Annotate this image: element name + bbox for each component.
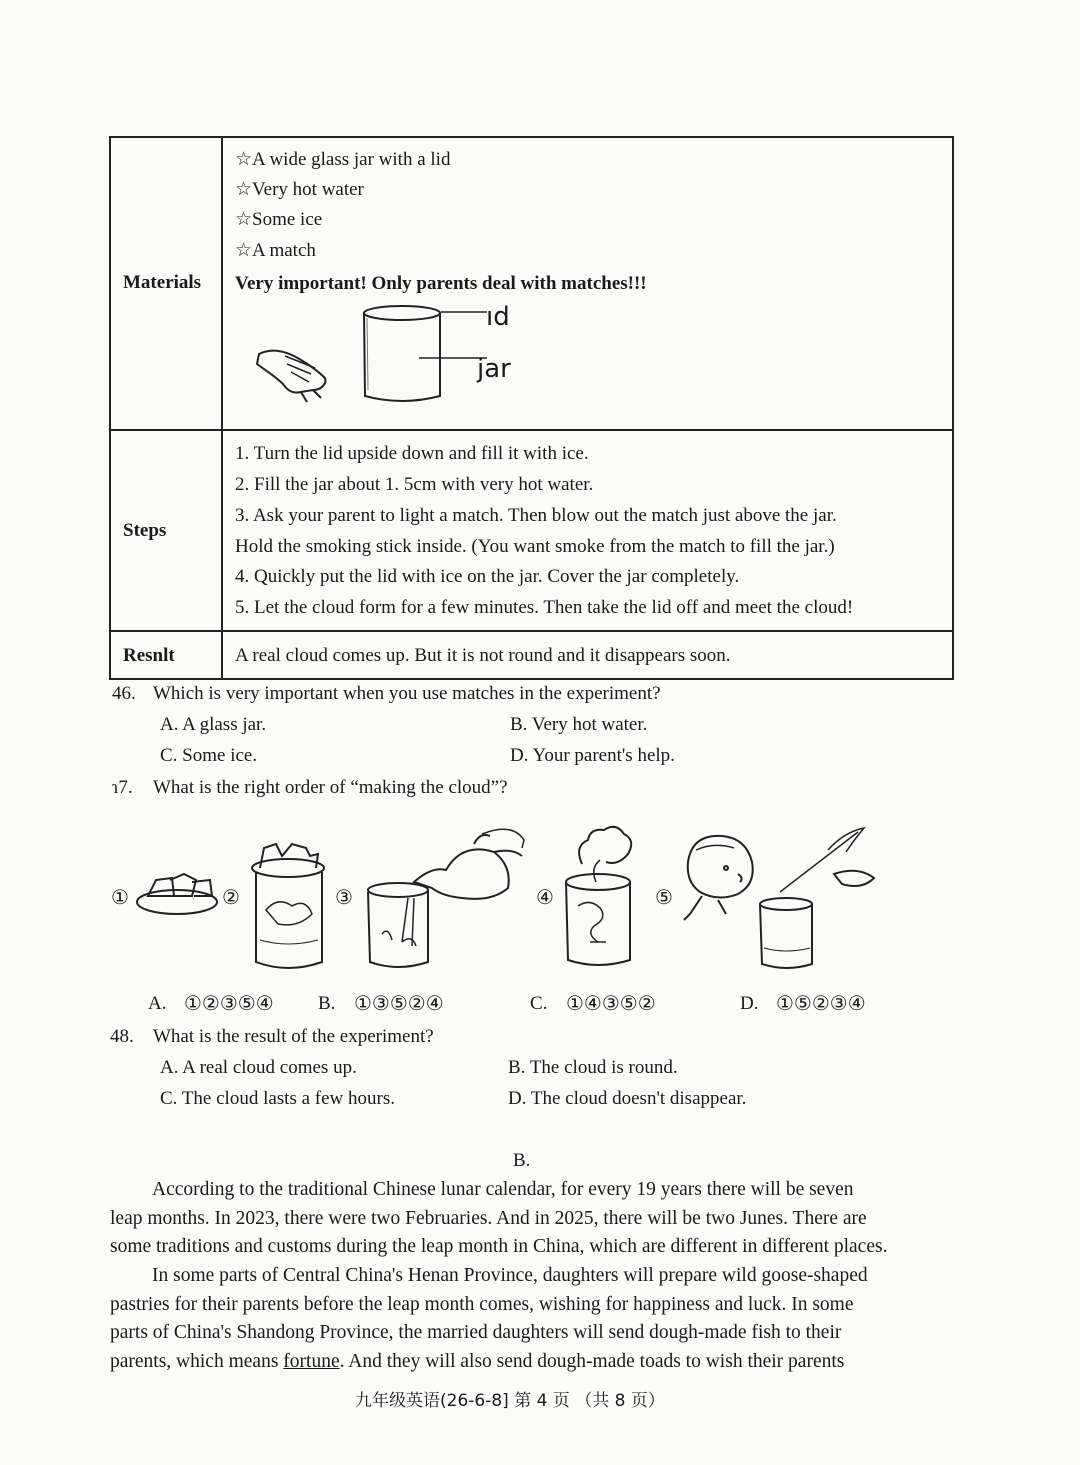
warning-text: Very important! Only parents deal with matches!!! [235,273,647,294]
paragraph-line: pastries for their parents before the leap month comes, wishing for happiness and luck. In some [110,1293,854,1315]
q47-option-a-sequence[interactable]: ①②③⑤④ [184,991,274,1015]
pouring-hot-water-picture [362,822,530,972]
section-b-heading: B. [513,1150,531,1171]
paragraph-line: some traditions and customs during the leap month in China, which are different in different places. [110,1236,888,1258]
steps-label-cell [110,430,222,631]
paragraph-line [110,1348,942,1377]
lid-label: ıd [486,302,510,332]
material-item: ☆A wide glass jar with a lid [235,149,451,170]
materials-label: Materials [123,272,202,293]
q47-option-b-letter[interactable]: B. [318,993,336,1014]
hand-shape [257,351,325,393]
step-line: 5. Let the cloud form for a few minutes. Then take the lid off and meet the cloud! [235,597,854,618]
plate-of-ice-picture [134,862,220,922]
q47-option-c-letter[interactable]: C. [530,993,548,1014]
text-fragment: . And they will also send dough-made toads to wish their parents [339,1351,845,1373]
paragraph-line: In some parts of Central China's Henan Province, daughters will prepare wild goose-shaped [152,1265,868,1286]
q48-option-a[interactable]: A. A real cloud comes up. [160,1057,357,1078]
steps-label: Steps [123,520,167,541]
q48-text: What is the result of the experiment? [153,1026,434,1047]
paragraph-line: According to the traditional Chinese lunar calendar, for every 19 years there will be seven [152,1179,854,1200]
q48-option-d[interactable]: D. The cloud doesn't disappear. [508,1088,747,1109]
q46-option-a[interactable]: A. A glass jar. [160,714,267,735]
q48-option-b[interactable]: B. The cloud is round. [508,1057,678,1078]
picture-number: ③ [335,885,353,909]
jar-with-cloud-picture [560,822,644,972]
q47-option-d-letter[interactable]: D. [740,993,759,1014]
step-line: 2. Fill the jar about 1. 5cm with very hot water. [235,474,594,495]
step-line: 1. Turn the lid upside down and fill it with ice. [235,443,589,464]
picture-number: ④ [536,885,554,909]
underlined-word-fortune: fortune [283,1351,340,1373]
q48-option-c[interactable]: C. The cloud lasts a few hours. [160,1088,395,1109]
q46-number: 46. [112,683,136,704]
q46-option-d[interactable]: D. Your parent's help. [510,745,675,766]
section-b-paragraph-1 [110,1176,942,1262]
step-line: Hold the smoking stick inside. (You want smoke from the match to fill the jar.) [235,536,835,557]
picture-number: ⑤ [655,885,673,909]
q47-number: ɿ7. [112,777,133,798]
paragraph-line: parts of China's Shandong Province, the married daughters will send dough-made fish to their [110,1322,842,1344]
q46-option-b[interactable]: B. Very hot water. [510,714,648,735]
result-label: Resnlt [123,645,175,666]
result-text: A real cloud comes up. But it is not round and it disappears soon. [235,645,731,666]
picture-number: ② [222,885,240,909]
experiment-table [109,136,954,680]
materials-cell [222,137,953,430]
materials-label-cell [110,137,222,430]
section-b-paragraph-2 [110,1262,942,1377]
page-footer: 九年级英语(26-6-8] 第 4 页 （共 8 页） [355,1391,665,1411]
jar-with-ice-lid-picture [248,840,330,975]
result-cell [222,631,953,679]
q48-number: 48. [110,1026,134,1047]
q46-text: Which is very important when you use matches in the experiment? [153,683,661,704]
material-item: ☆Very hot water [235,179,364,200]
paragraph-line: leap months. In 2023, there were two Februaries. And in 2025, there will be two Junes. There are [110,1207,867,1229]
blowing-out-match-picture [678,822,880,974]
material-item: ☆Some ice [235,209,323,230]
jar-label: jar [477,354,511,384]
q46-option-c[interactable]: C. Some ice. [160,745,258,766]
result-label-cell [110,631,222,679]
step-line: 3. Ask your parent to light a match. Then blow out the match just above the jar. [235,505,837,526]
q47-text: What is the right order of “making the cloud”? [153,777,508,798]
picture-number: ① [111,885,129,909]
q47-option-c-sequence[interactable]: ①④③⑤② [566,991,656,1015]
text-fragment: parents, which means [110,1351,284,1373]
q47-option-a-letter[interactable]: A. [148,993,167,1014]
material-item: ☆A match [235,240,316,261]
q47-option-d-sequence[interactable]: ①⑤②③④ [776,991,866,1015]
step-line: 4. Quickly put the lid with ice on the jar. Cover the jar completely. [235,566,740,587]
steps-cell [222,430,953,631]
q47-option-b-sequence[interactable]: ①③⑤②④ [354,991,444,1015]
